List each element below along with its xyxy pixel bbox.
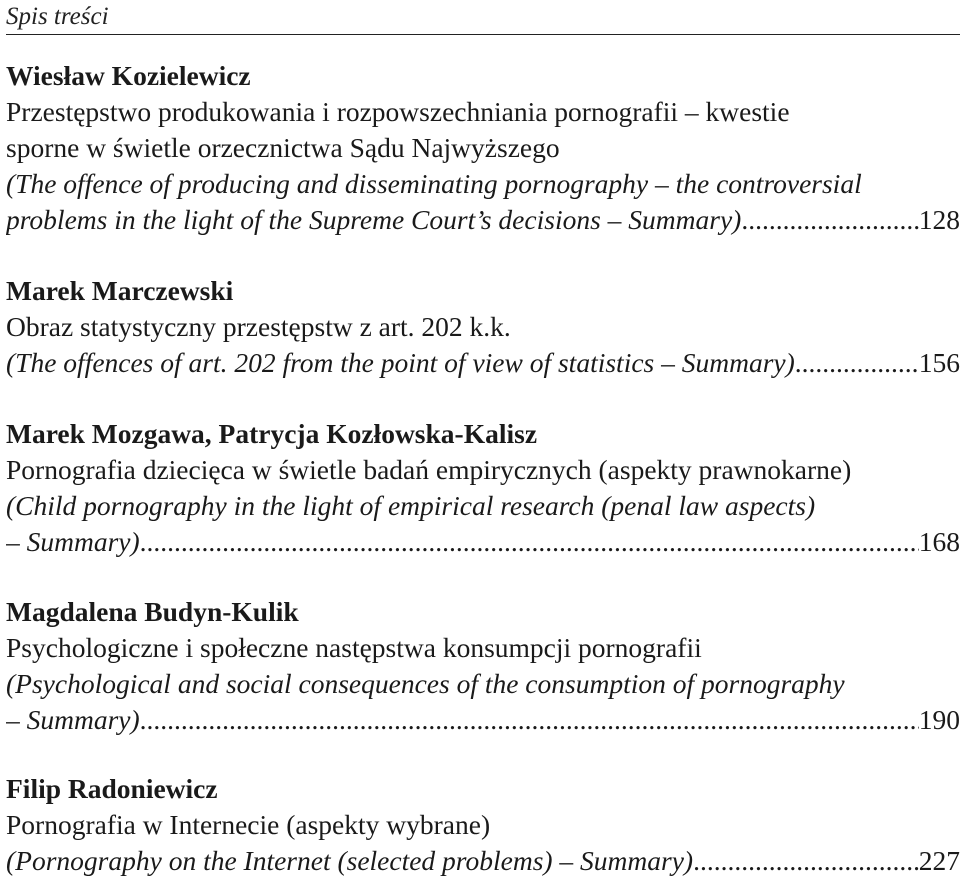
toc-entry[interactable] — [6, 594, 960, 738]
toc-entry[interactable] — [6, 58, 960, 238]
toc-entry[interactable] — [6, 771, 960, 879]
entry-author: Filip Radoniewicz — [6, 773, 218, 804]
entry-title-en: – Summary) — [6, 704, 140, 735]
entry-leader-line — [6, 843, 960, 879]
entry-author: Magdalena Budyn-Kulik — [6, 596, 299, 627]
entry-title-en: (Psychological and social consequences of the consumption of pornography — [6, 668, 845, 699]
entry-author: Marek Marczewski — [6, 275, 234, 306]
entry-page-number: 190 — [918, 704, 960, 735]
entry-title-pl: Przestępstwo produkowania i rozpowszechniania pornografii – kwestie — [6, 96, 790, 127]
dot-leader — [741, 202, 918, 238]
entry-leader-line — [6, 702, 960, 738]
toc-entry[interactable] — [6, 416, 960, 560]
toc-heading: Spis treści — [6, 3, 109, 30]
dot-leader — [795, 345, 919, 381]
entry-author: Marek Mozgawa, Patrycja Kozłowska-Kalisz — [6, 418, 538, 449]
page-header — [6, 0, 960, 35]
toc-entry[interactable] — [6, 273, 960, 381]
entry-title-en: (Child pornography in the light of empirical research (penal law aspects) — [6, 490, 816, 521]
entry-title-pl: Pornografia w Internecie (aspekty wybrane) — [6, 809, 491, 840]
table-of-contents-page — [6, 0, 960, 876]
entry-title-en: (The offences of art. 202 from the point of view of statistics – Summary) — [6, 347, 795, 378]
entry-title-pl: Psychologiczne i społeczne następstwa konsumpcji pornografii — [6, 632, 702, 663]
entry-page-number: 168 — [918, 526, 960, 557]
entry-title-en: problems in the light of the Supreme Court’s decisions – Summary) — [6, 204, 742, 235]
entry-title-pl: Pornografia dziecięca w świetle badań empirycznych (aspekty prawnokarne) — [6, 454, 852, 485]
entry-page-number: 128 — [918, 204, 960, 235]
entry-leader-line — [6, 524, 960, 560]
entry-title-en: (Pornography on the Internet (selected problems) – Summary) — [6, 845, 694, 876]
entry-title-en: – Summary) — [6, 526, 140, 557]
entry-leader-line — [6, 345, 960, 381]
dot-leader — [140, 524, 919, 560]
entry-title-en: (The offence of producing and disseminating pornography – the controversial — [6, 168, 862, 199]
dot-leader — [693, 843, 919, 879]
entry-leader-line — [6, 202, 960, 238]
entry-title-pl: Obraz statystyczny przestępstw z art. 202 k.k. — [6, 311, 511, 342]
entry-page-number: 156 — [918, 347, 960, 378]
entry-author: Wiesław Kozielewicz — [6, 60, 251, 91]
entry-title-pl: sporne w świetle orzecznictwa Sądu Najwyższego — [6, 132, 560, 163]
dot-leader — [140, 702, 919, 738]
entry-page-number: 227 — [918, 845, 960, 876]
